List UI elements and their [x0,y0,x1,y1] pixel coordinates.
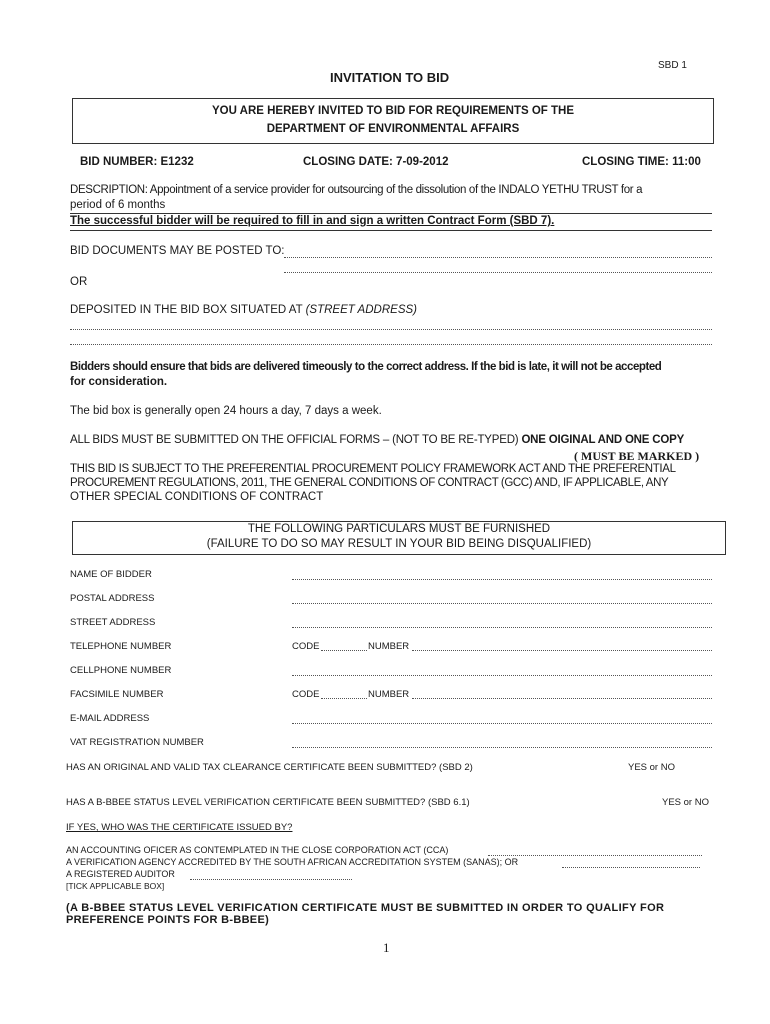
postal-address-field[interactable] [292,603,712,604]
bbbee-answer[interactable]: YES or NO [662,797,709,808]
email-label: E-MAIL ADDRESS [70,713,150,724]
must-be-marked: ( MUST BE MARKED ) [574,449,700,463]
name-of-bidder-label: NAME OF BIDDER [70,569,152,580]
subject-line-1: THIS BID IS SUBJECT TO THE PREFERENTIAL PROCUREMENT POLICY FRAMEWORK ACT AND THE PREFERENTIAL [70,463,676,475]
deposit-label [70,304,417,316]
contract-note: The successful bidder will be required to fill in and sign a written Contract Form (SBD 7). [70,215,555,227]
telephone-code-label: CODE [292,641,320,652]
subject-line-3: OTHER SPECIAL CONDITIONS OF CONTRACT [70,491,324,503]
deposit-line-1[interactable] [70,329,712,330]
option-registered-auditor[interactable]: A REGISTERED AUDITOR [66,869,175,879]
option-verification-agency[interactable]: A VERIFICATION AGENCY ACCREDITED BY THE SOUTH AFRICAN ACCREDITATION SYSTEM (SANAS); OR [66,857,519,867]
or-label: OR [70,276,88,288]
issued-by-question: IF YES, WHO WAS THE CERTIFICATE ISSUED BY? [66,822,293,833]
name-of-bidder-field[interactable] [292,579,712,580]
option-registered-auditor-line [190,879,352,880]
posted-to-line-2[interactable] [284,272,712,273]
description-line-2: period of 6 months [70,199,166,211]
cellphone-field[interactable] [292,675,712,676]
tick-applicable-box: [TICK APPLICABLE BOX] [66,881,165,891]
particulars-line-2: (FAILURE TO DO SO MAY RESULT IN YOUR BID BEING DISQUALIFIED) [206,538,592,550]
telephone-number-field[interactable] [412,650,712,651]
posted-to-line-1[interactable] [284,257,712,258]
facsimile-code-field[interactable] [321,698,367,699]
street-address-field[interactable] [292,627,712,628]
facsimile-number-field[interactable] [412,698,712,699]
street-address-label: STREET ADDRESS [70,617,156,628]
invite-line-2: DEPARTMENT OF ENVIRONMENTAL AFFAIRS [266,123,520,135]
telephone-number-label: NUMBER [368,641,410,652]
particulars-line-1: THE FOLLOWING PARTICULARS MUST BE FURNISHED [247,523,551,535]
page-number: 1 [383,940,390,955]
vat-field[interactable] [292,747,712,748]
cellphone-label: CELLPHONE NUMBER [70,665,172,676]
telephone-code-field[interactable] [321,650,367,651]
bid-number: BID NUMBER: E1232 [80,156,194,168]
bbbee-question: HAS A B-BBEE STATUS LEVEL VERIFICATION CERTIFICATE BEEN SUBMITTED? (SBD 6.1) [66,797,470,808]
timely-notice-1: Bidders should ensure that bids are delivered timeously to the correct address. If the bid is late, it will not be accepted [70,361,662,373]
invite-line-1: YOU ARE HEREBY INVITED TO BID FOR REQUIREMENTS OF THE [211,105,575,117]
subject-line-2: PROCUREMENT REGULATIONS, 2011, THE GENERAL CONDITIONS OF CONTRACT (GCC) AND, IF APPLICABLE, ANY [70,477,669,489]
posted-to-label: BID DOCUMENTS MAY BE POSTED TO: [70,245,285,257]
page-title: INVITATION TO BID [330,70,450,85]
closing-date: CLOSING DATE: 7-09-2012 [303,156,449,168]
telephone-label: TELEPHONE NUMBER [70,641,172,652]
bid-box-hours: The bid box is generally open 24 hours a day, 7 days a week. [70,405,382,417]
description-rule [70,213,712,214]
bbbee-footnote-1: (A B-BBEE STATUS LEVEL VERIFICATION CERTIFICATE MUST BE SUBMITTED IN ORDER TO QUALIFY FOR [66,902,665,914]
invite-box [72,98,714,144]
option-accounting-officer-line [488,855,702,856]
vat-label: VAT REGISTRATION NUMBER [70,737,204,748]
tax-clearance-question: HAS AN ORIGINAL AND VALID TAX CLEARANCE CERTIFICATE BEEN SUBMITTED? (SBD 2) [66,762,473,773]
postal-address-label: POSTAL ADDRESS [70,593,155,604]
facsimile-code-label: CODE [292,689,320,700]
deposit-italic: (STREET ADDRESS) [305,304,417,316]
official-forms-line [70,434,684,446]
option-accounting-officer[interactable]: AN ACCOUNTING OFICER AS CONTEMPLATED IN THE CLOSE CORPORATION ACT (CCA) [66,845,449,855]
form-code: SBD 1 [658,60,687,71]
deposit-text: DEPOSITED IN THE BID BOX SITUATED AT [70,304,303,316]
official-forms-text: ALL BIDS MUST BE SUBMITTED ON THE OFFICIAL FORMS – (NOT TO BE RE-TYPED) [70,434,519,446]
timely-notice-2: for consideration. [70,376,168,388]
option-verification-agency-line [562,867,700,868]
facsimile-number-label: NUMBER [368,689,410,700]
tax-clearance-answer[interactable]: YES or NO [628,762,675,773]
email-field[interactable] [292,723,712,724]
bbbee-footnote-2: PREFERENCE POINTS FOR B-BBEE) [66,914,270,926]
closing-time: CLOSING TIME: 11:00 [582,156,701,168]
description-line-1: DESCRIPTION: Appointment of a service provider for outsourcing of the dissolution of the INDALO YETHU TRUST for a [70,184,643,196]
original-copy-text: ONE OIGINAL AND ONE COPY [521,434,685,446]
contract-rule [70,230,712,231]
facsimile-label: FACSIMILE NUMBER [70,689,164,700]
deposit-line-2[interactable] [70,344,712,345]
particulars-box [72,521,726,555]
